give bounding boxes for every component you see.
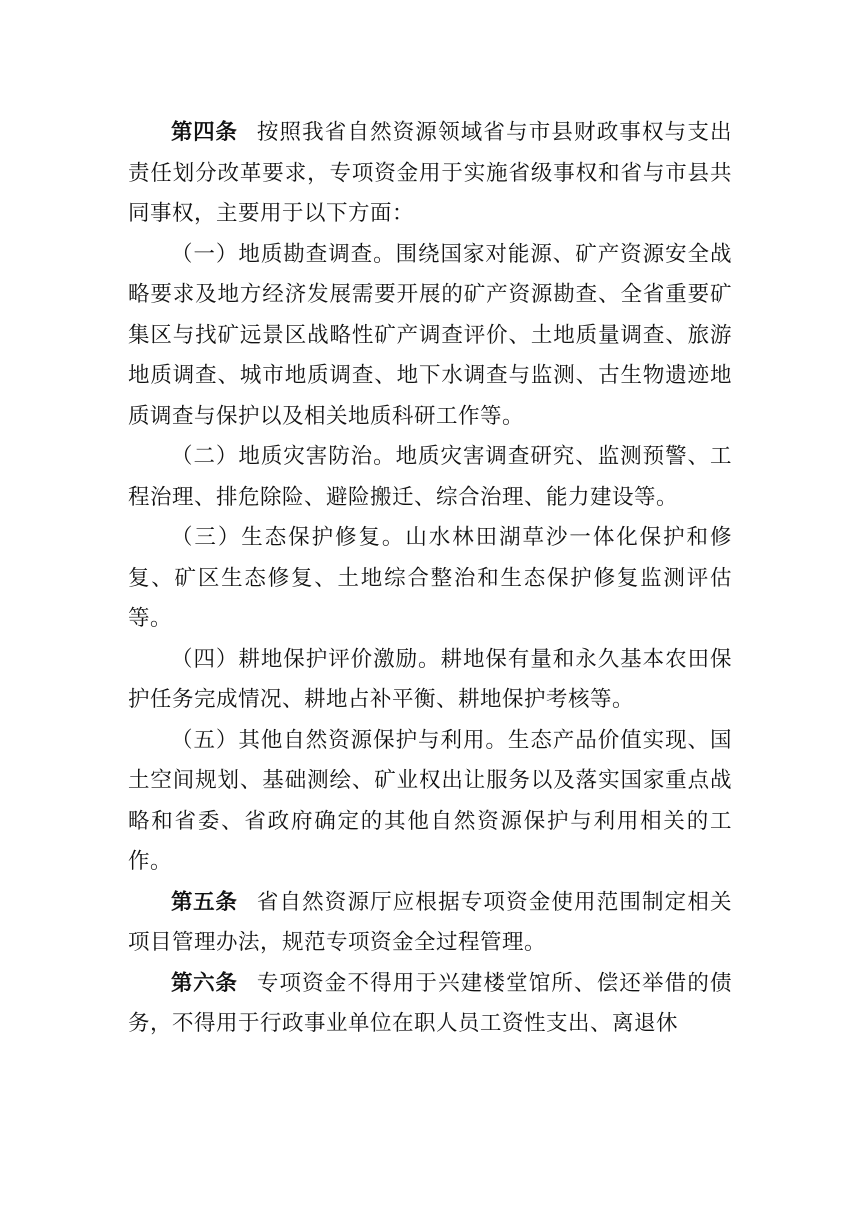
item-text: （三）生态保护修复。山水林田湖草沙一体化保护和修复、矿区生态修复、土地综合整治和生态保护修复监测评估等。 (128, 525, 732, 631)
article-4-paragraph (128, 113, 732, 235)
document-page (128, 113, 732, 1045)
article-text: 省自然资源厅应根据专项资金使用范围制定相关项目管理办法，规范专项资金全过程管理。 (128, 889, 732, 955)
item-text: （二）地质灾害防治。地质灾害调查研究、监测预警、工程治理、排危除险、避险搬迁、综合治理、能力建设等。 (128, 444, 732, 510)
article-heading: 第四条 (171, 120, 238, 145)
article-heading: 第六条 (171, 970, 238, 996)
article-text: 专项资金不得用于兴建楼堂馆所、偿还举借的债务，不得用于行政事业单位在职人员工资性支出、离退休 (128, 970, 732, 1036)
item-text: （四）耕地保护评价激励。耕地保有量和永久基本农田保护任务完成情况、耕地占补平衡、耕地保护考核等。 (128, 646, 732, 712)
item-1-paragraph (128, 235, 732, 438)
item-4-paragraph (128, 640, 732, 721)
item-5-paragraph (128, 721, 732, 883)
item-3-paragraph (128, 518, 732, 640)
item-text: （一）地质勘查调查。围绕国家对能源、矿产资源安全战略要求及地方经济发展需要开展的矿产资源勘查、全省重要矿集区与找矿远景区战略性矿产调查评价、土地质量调查、旅游地质调查、城市地质调查、地下水调查与监测、古生物遗迹地质调查与保护以及相关地质科研工作等。 (128, 241, 732, 429)
item-text: （五）其他自然资源保护与利用。生态产品价值实现、国土空间规划、基础测绘、矿业权出让服务以及落实国家重点战略和省委、省政府确定的其他自然资源保护与利用相关的工作。 (128, 727, 732, 874)
article-5-paragraph (128, 883, 732, 964)
article-heading: 第五条 (171, 889, 238, 915)
item-2-paragraph (128, 437, 732, 518)
article-6-paragraph (128, 964, 732, 1045)
article-text: 按照我省自然资源领域省与市县财政事权与支出责任划分改革要求，专项资金用于实施省级事权和省与市县共同事权，主要用于以下方面： (128, 120, 732, 226)
